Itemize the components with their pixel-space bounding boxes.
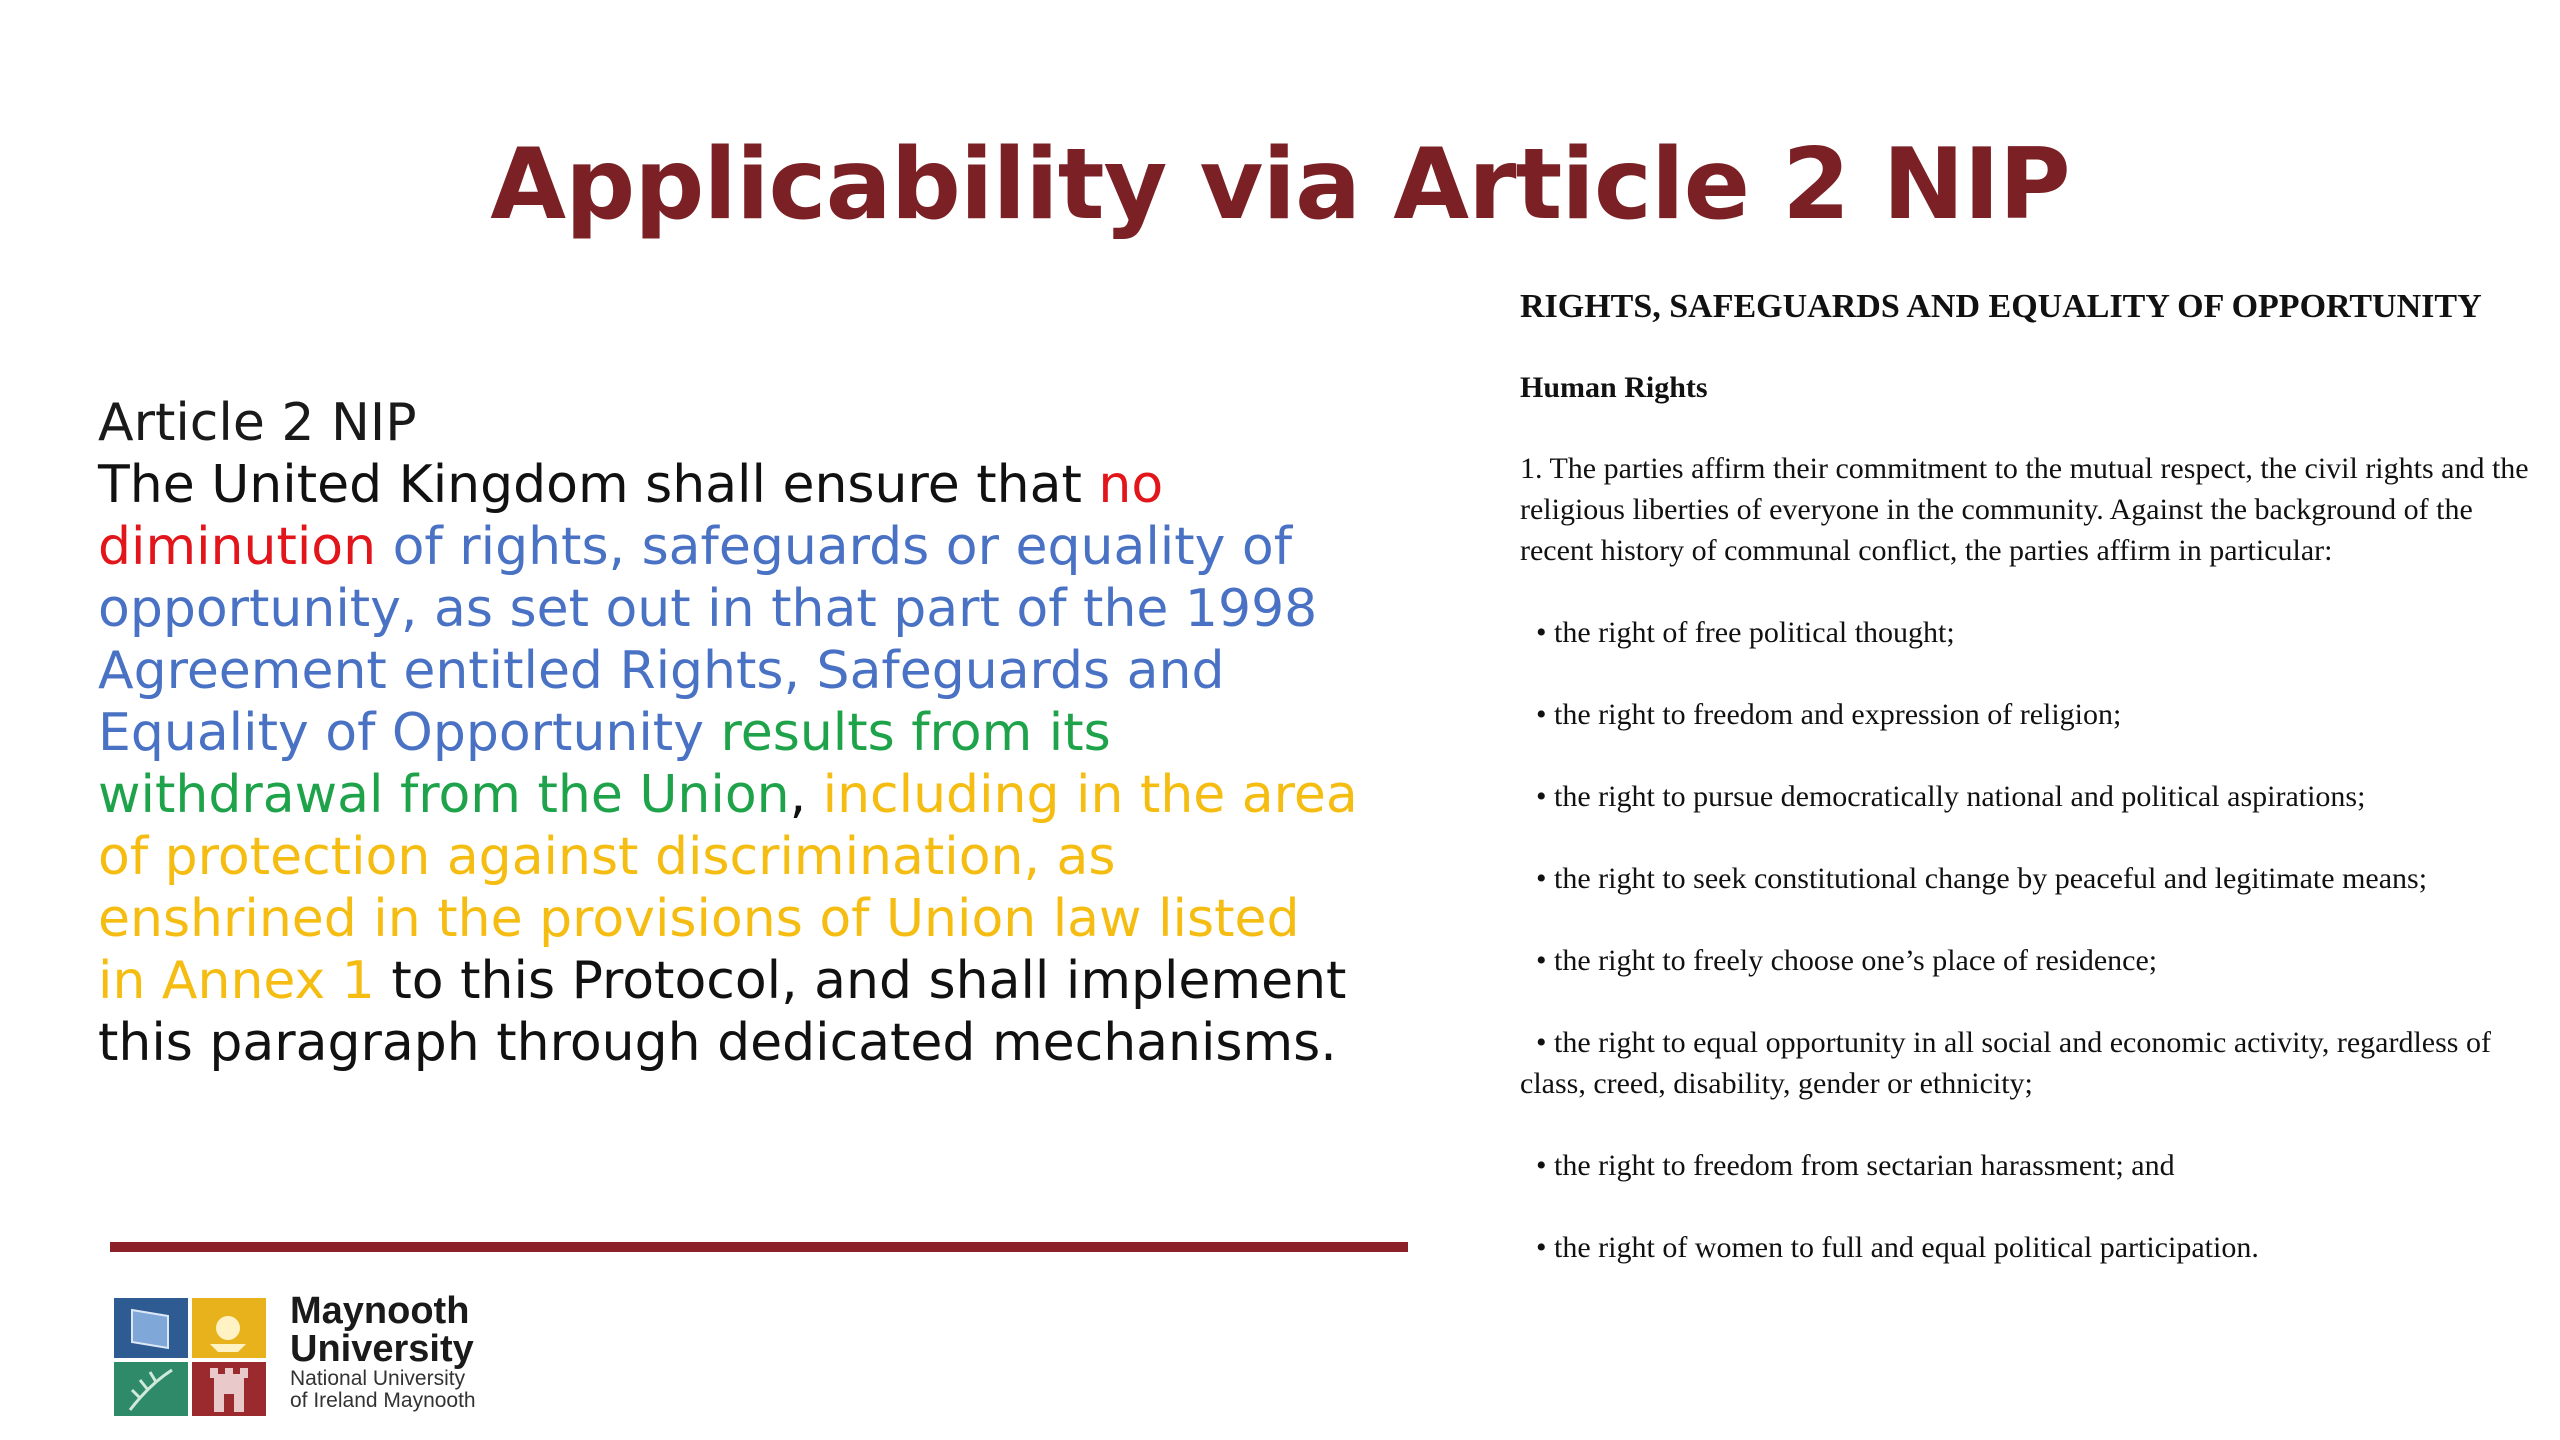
rights-list-item: • the right to freedom from sectarian harassment; and [1536,1149,2175,1182]
gfa-subheading: Human Rights [1520,371,1708,404]
footer-divider [110,1242,1408,1252]
article-segment-discrimination: including in the area of protection against discrimination, as enshrined in the provisions of Union law listed in Annex 1 [98,765,1358,1011]
article-heading: Article 2 NIP [98,393,417,453]
slide-title: Applicability via Article 2 NIP [490,128,2070,242]
logo-subtitle-line-2: of Ireland Maynooth [290,1389,476,1412]
logo-name-line-2: University [290,1328,474,1370]
logo-subtitle-line-1: National University [290,1367,466,1390]
article-segment-closing: to this Protocol, and shall implement this paragraph through dedicated mechanisms. [98,951,1347,1073]
article-segment-rights-safeguards: of rights, safeguards or equality of opportunity, as set out in that part of the 1998 Agreement entitled Rights, Safeguards and Equality of Opportunity [98,517,1318,763]
rights-list-item: • the right to freely choose one’s place of residence; [1536,944,2158,977]
rights-list-item: • the right of women to full and equal political participation. [1536,1231,2259,1264]
rights-list-item: • the right to seek constitutional change by peaceful and legitimate means; [1536,862,2428,895]
university-crest-icon [110,1294,270,1424]
gfa-excerpt [1520,286,2540,1268]
maynooth-university-logo [110,1290,530,1430]
rights-list-item: • the right of free political thought; [1536,616,1955,649]
article-segment-comma: , [789,765,823,825]
logo-name-line-1: Maynooth [290,1290,470,1332]
rights-list-item: • the right to freedom and expression of religion; [1536,698,2122,731]
gfa-heading: RIGHTS, SAFEGUARDS AND EQUALITY OF OPPORTUNITY [1520,288,2482,325]
article-segment-intro: The United Kingdom shall ensure that [98,455,1099,515]
article-2-text-block [98,392,1358,1074]
rights-list-item: • the right to pursue democratically national and political aspirations; [1536,780,2366,813]
article-segment-no-diminution: no diminution [98,455,1164,577]
gfa-intro-paragraph: 1. The parties affirm their commitment to the mutual respect, the civil rights and the religious liberties of everyone in the community. Against the background of the recent history of communal conflict, the parties affirm in particular: [1520,452,2529,567]
rights-list [1520,612,2540,1268]
article-segment-withdrawal: results from its withdrawal from the Union [98,703,1111,825]
rights-list-item: • the right to equal opportunity in all social and economic activity, regardless of class, creed, disability, gender or ethnicity; [1520,1026,2491,1100]
